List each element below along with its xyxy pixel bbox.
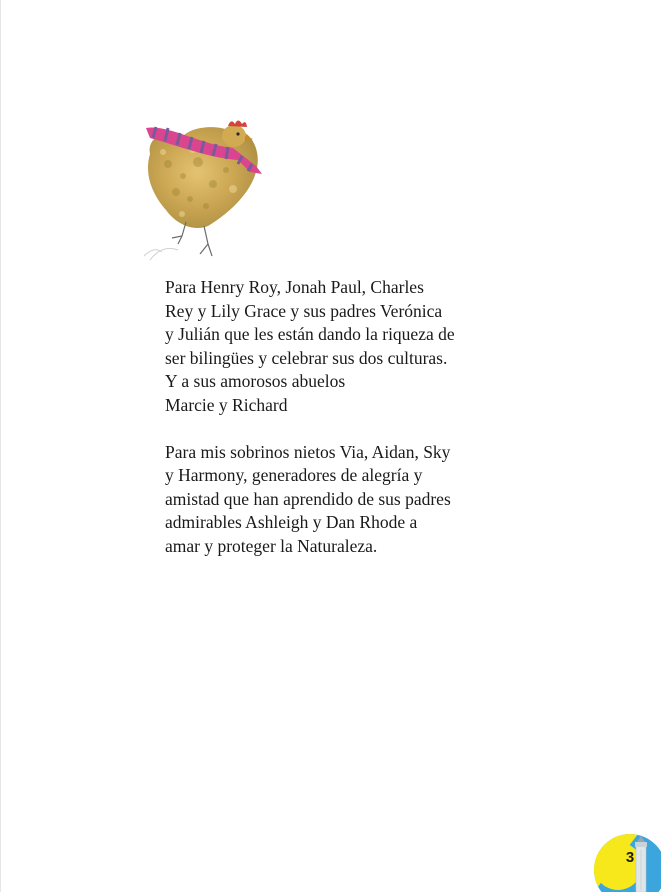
page-edge [0, 0, 1, 892]
dedication-text [165, 276, 505, 582]
dedication-paragraph-2 [165, 441, 505, 559]
text-line: Marcie y Richard [165, 394, 288, 415]
text-line: y Julián que les están dando la riqueza de [165, 324, 455, 344]
text-line: amistad que han aprendido de sus padres [165, 488, 451, 509]
text-line: Y a sus amorosos abuelos [165, 371, 346, 391]
text-line: Para mis sobrinos nietos Via, Aidan, Sky [165, 441, 451, 462]
page-number: 3 [625, 849, 635, 866]
hen-illustration [138, 114, 268, 264]
text-line: Para Henry Roy, Jonah Paul, Charles [165, 277, 424, 297]
text-line: admirables Ashleigh y Dan Rhode a [165, 512, 418, 532]
text-line: amar y proteger la Naturaleza. [165, 535, 378, 556]
text-line: y Harmony, generadores de alegría y [165, 465, 423, 485]
dedication-paragraph-1 [165, 276, 505, 417]
text-line: ser bilingües y celebrar sus dos culturas. [165, 347, 448, 368]
text-line: Rey y Lily Grace y sus padres Verónica [165, 300, 443, 321]
